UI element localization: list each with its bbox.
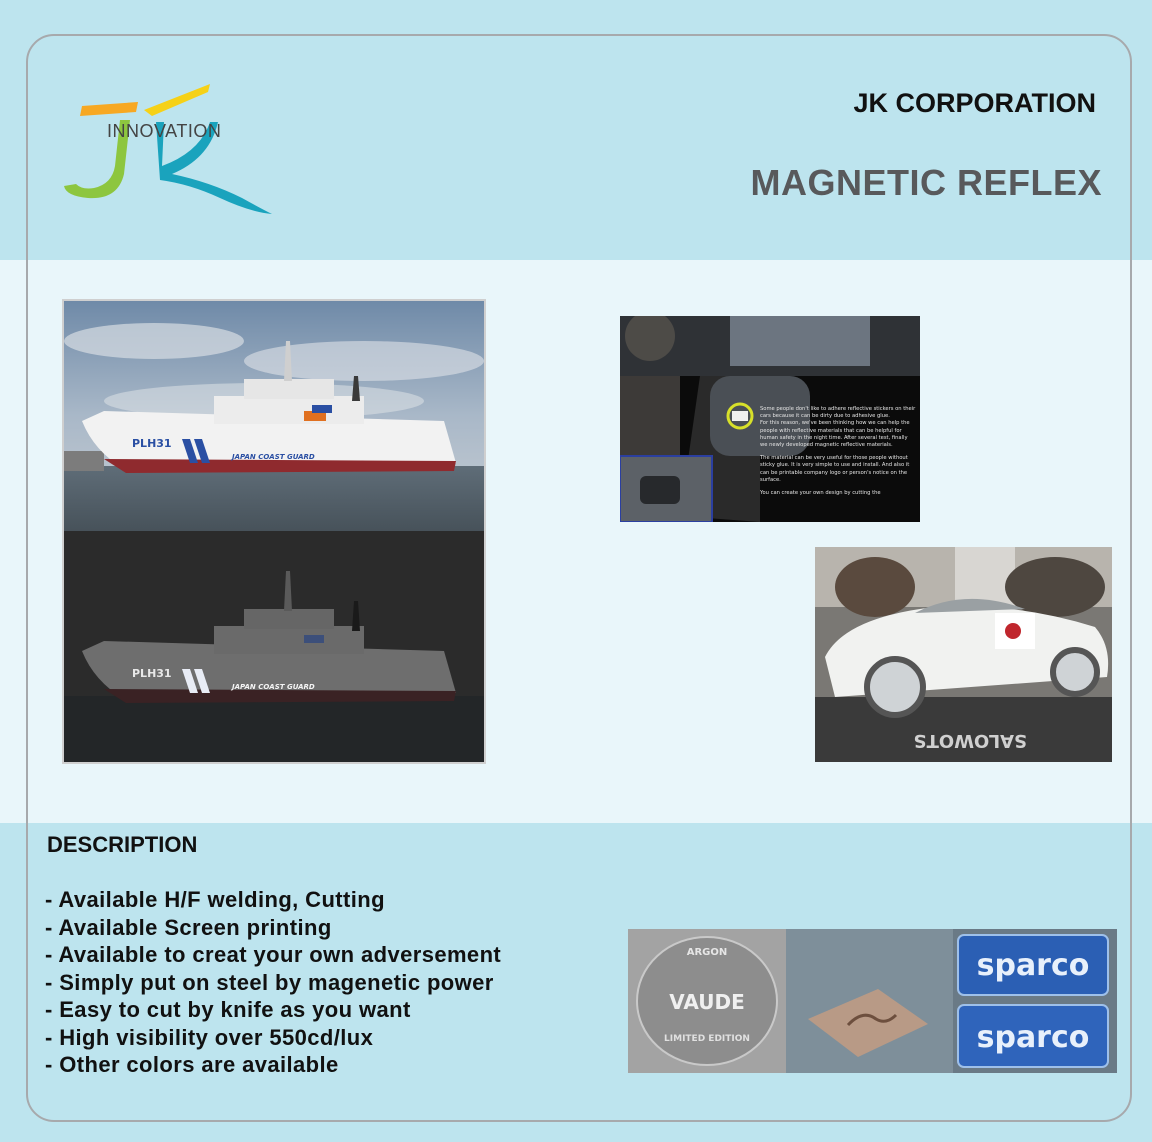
list-item: - Simply put on steel by magenetic power [45,969,494,995]
car-show-floor-text: SALOWOTS [913,730,1027,751]
brand-2-text: sparco [976,1020,1090,1055]
list-item: - High visibility over 550cd/lux [45,1024,374,1050]
car-night-photo [620,316,920,522]
sparco-patches [953,929,1117,1073]
ship-day-hull-label: JAPAN COAST GUARD [232,453,315,461]
ship-night-hull-code: PLH31 [132,667,172,680]
list-item: - Easy to cut by knife as you want [45,997,411,1022]
car-night-paragraph: The material can be very useful for those people without sticky glue. It is very simple to use and install. And also it can be printable company logo or person's notice on the surface. [760,455,910,483]
car-night-paragraph: For this reason, we've been thinking how we can help the people with reflective materials that can be helpful for human safety in the night time. After several test, finally we newly developed magnetic reflective materials. [760,420,910,449]
car-night-paragraph: You can create your own design by cutting the [760,490,881,497]
description-title: DESCRIPTION [47,832,198,857]
signature-plate [786,929,953,1073]
list-item: - Available Screen printing [45,914,332,940]
ship-day-hull-code: PLH31 [132,437,172,450]
car-show-photo [815,547,1112,762]
jk-logo [60,82,275,217]
list-item: - Other colors are available [45,1052,339,1077]
ship-night-photo [64,531,484,762]
product-title: MAGNETIC REFLEX [750,162,1102,203]
list-item: - Available to creat your own adversement [45,942,502,967]
car-night-paragraph: Some people don't like to adhere reflective stickers on their cars because it can be dirty due to adhesive glue. [760,406,916,420]
badge-main-text: VAUDE [669,990,745,1014]
badge-bottom-text: LIMITED EDITION [664,1034,750,1044]
ship-photo [62,299,486,764]
list-item: - Available H/F welding, Cutting [45,887,385,912]
badge-top-text: ARGON [686,947,728,958]
company-name: JK CORPORATION [853,88,1096,118]
logo-text: INNOVATION [107,121,222,141]
ship-night-hull-label: JAPAN COAST GUARD [232,683,315,691]
vaude-badge [628,929,786,1073]
car-night-caption [760,406,916,497]
description-list [45,886,501,1079]
brand-1-text: sparco [976,948,1090,983]
reflex-logos-photo [628,929,1117,1073]
ship-day-photo [64,301,484,531]
